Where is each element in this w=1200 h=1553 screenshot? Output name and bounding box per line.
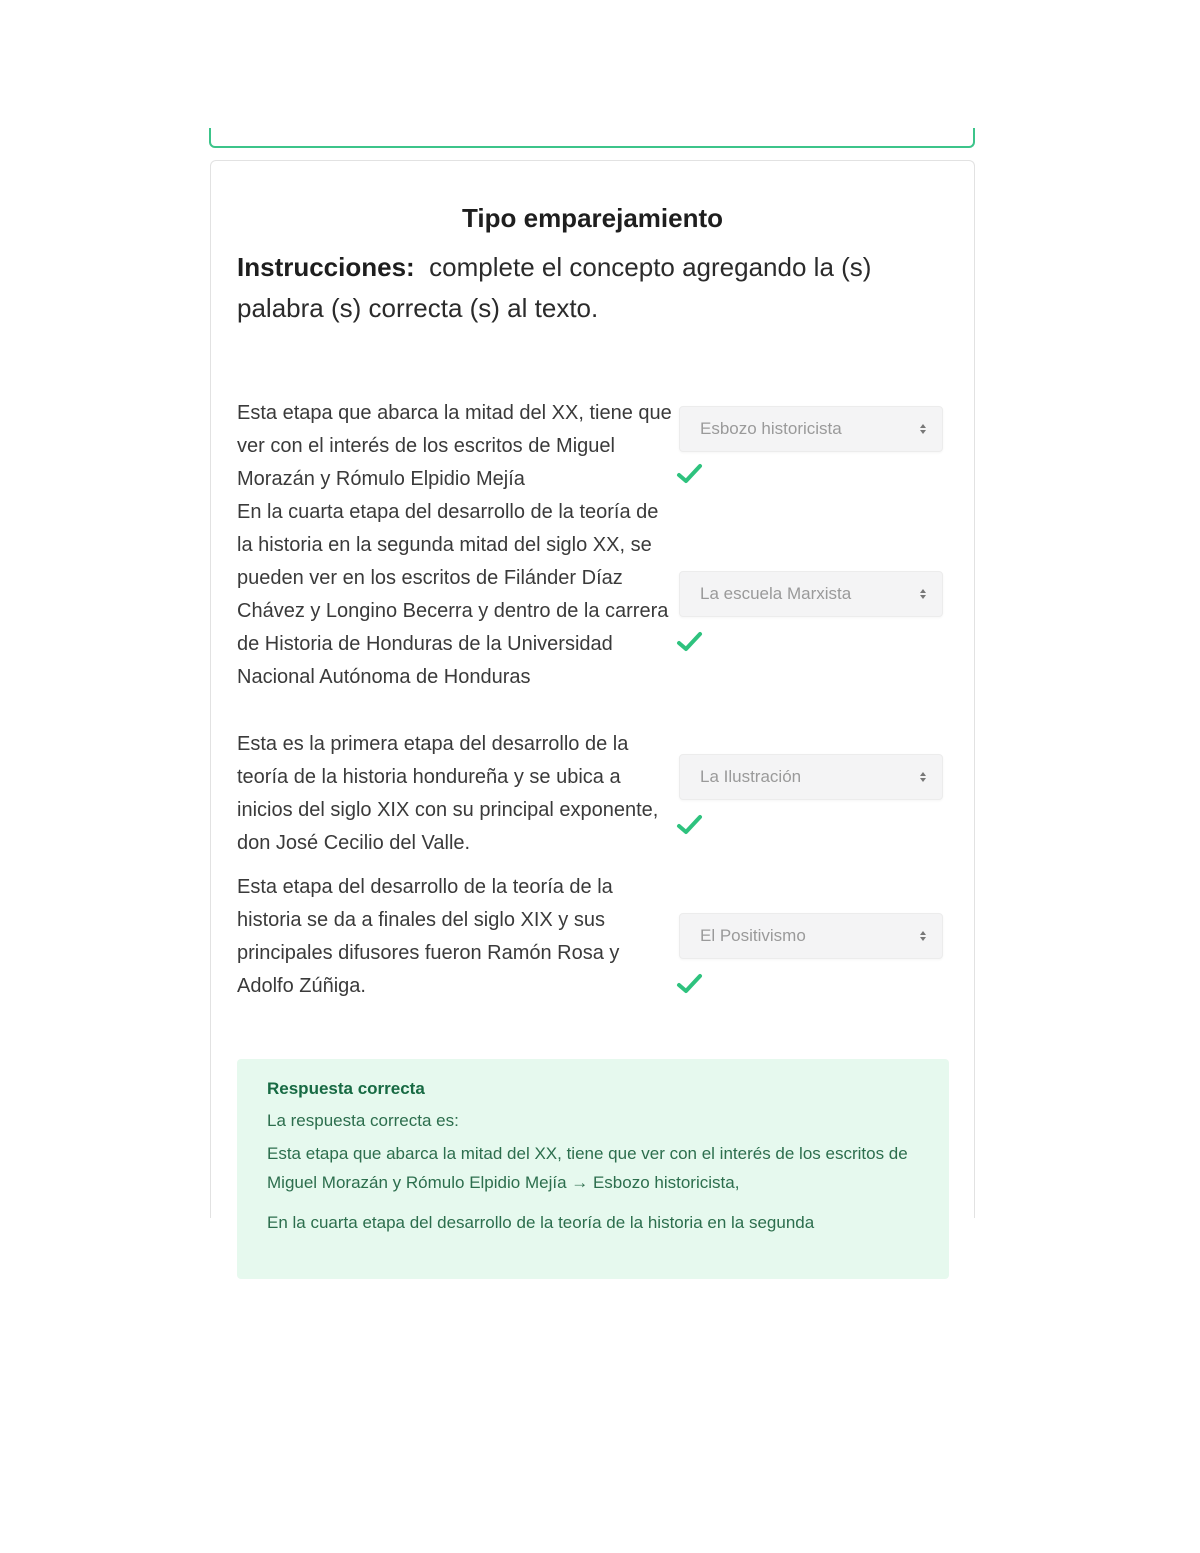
feedback-title: Respuesta correcta [267,1079,425,1098]
chevron-updown-icon [919,769,927,785]
instructions-text: complete el concepto agregando la (s) palabra (s) correcta (s) al texto. [237,252,872,323]
answer-select[interactable] [679,913,943,959]
answer-select[interactable] [679,571,943,617]
matching-item [237,728,947,860]
feedback-answer-partial: En la cuarta etapa del desarrollo de la teoría de la historia en la segunda [267,1213,815,1232]
check-icon [677,463,703,485]
chevron-updown-icon [919,928,927,944]
check-icon [677,814,703,836]
answer-select[interactable] [679,754,943,800]
chevron-updown-icon [919,421,927,437]
matching-item [237,871,947,1003]
select-value: El Positivismo [700,926,806,945]
item-statement: En la cuarta etapa del desarrollo de la teoría de la historia en la segunda mitad del siglo XX, se pueden ver en los escritos de Filánder Díaz Chávez y Longino Becerra y dentro de la carrera de Historia de Honduras de la Universidad Nacional Autónoma de Honduras [237,501,669,688]
instructions-label: Instrucciones: [237,252,415,282]
check-icon [677,973,703,995]
correct-answer-feedback [237,1059,949,1279]
previous-question-card-edge [209,128,975,148]
question-type-title: Tipo emparejamiento [461,203,724,233]
select-value: Esbozo historicista [700,419,842,438]
chevron-updown-icon [919,586,927,602]
select-value: La escuela Marxista [700,584,852,603]
item-statement: Esta etapa que abarca la mitad del XX, tiene que ver con el interés de los escritos de Miguel Morazán y Rómulo Elpidio Mejía [237,402,672,490]
question-card [210,160,975,1232]
instructions [237,247,937,329]
feedback-intro: La respuesta correcta es: [267,1111,459,1130]
feedback-answer: Esta etapa que abarca la mitad del XX, tiene que ver con el interés de los escritos de Miguel Morazán y Rómulo Elpidio Mejía → Esbozo historicista, [267,1144,908,1192]
matching-item [237,397,947,495]
check-icon [677,631,703,653]
item-statement: Esta etapa del desarrollo de la teoría de la historia se da a finales del siglo XIX y sus principales difusores fueron Ramón Rosa y Adolfo Zúñiga. [237,876,620,997]
answer-select[interactable] [679,406,943,452]
select-value: La Ilustración [700,767,802,786]
matching-item [237,496,947,726]
item-statement: Esta es la primera etapa del desarrollo de la teoría de la historia hondureña y se ubica a inicios del siglo XIX con su principal exponente, don José Cecilio del Valle. [237,733,659,854]
